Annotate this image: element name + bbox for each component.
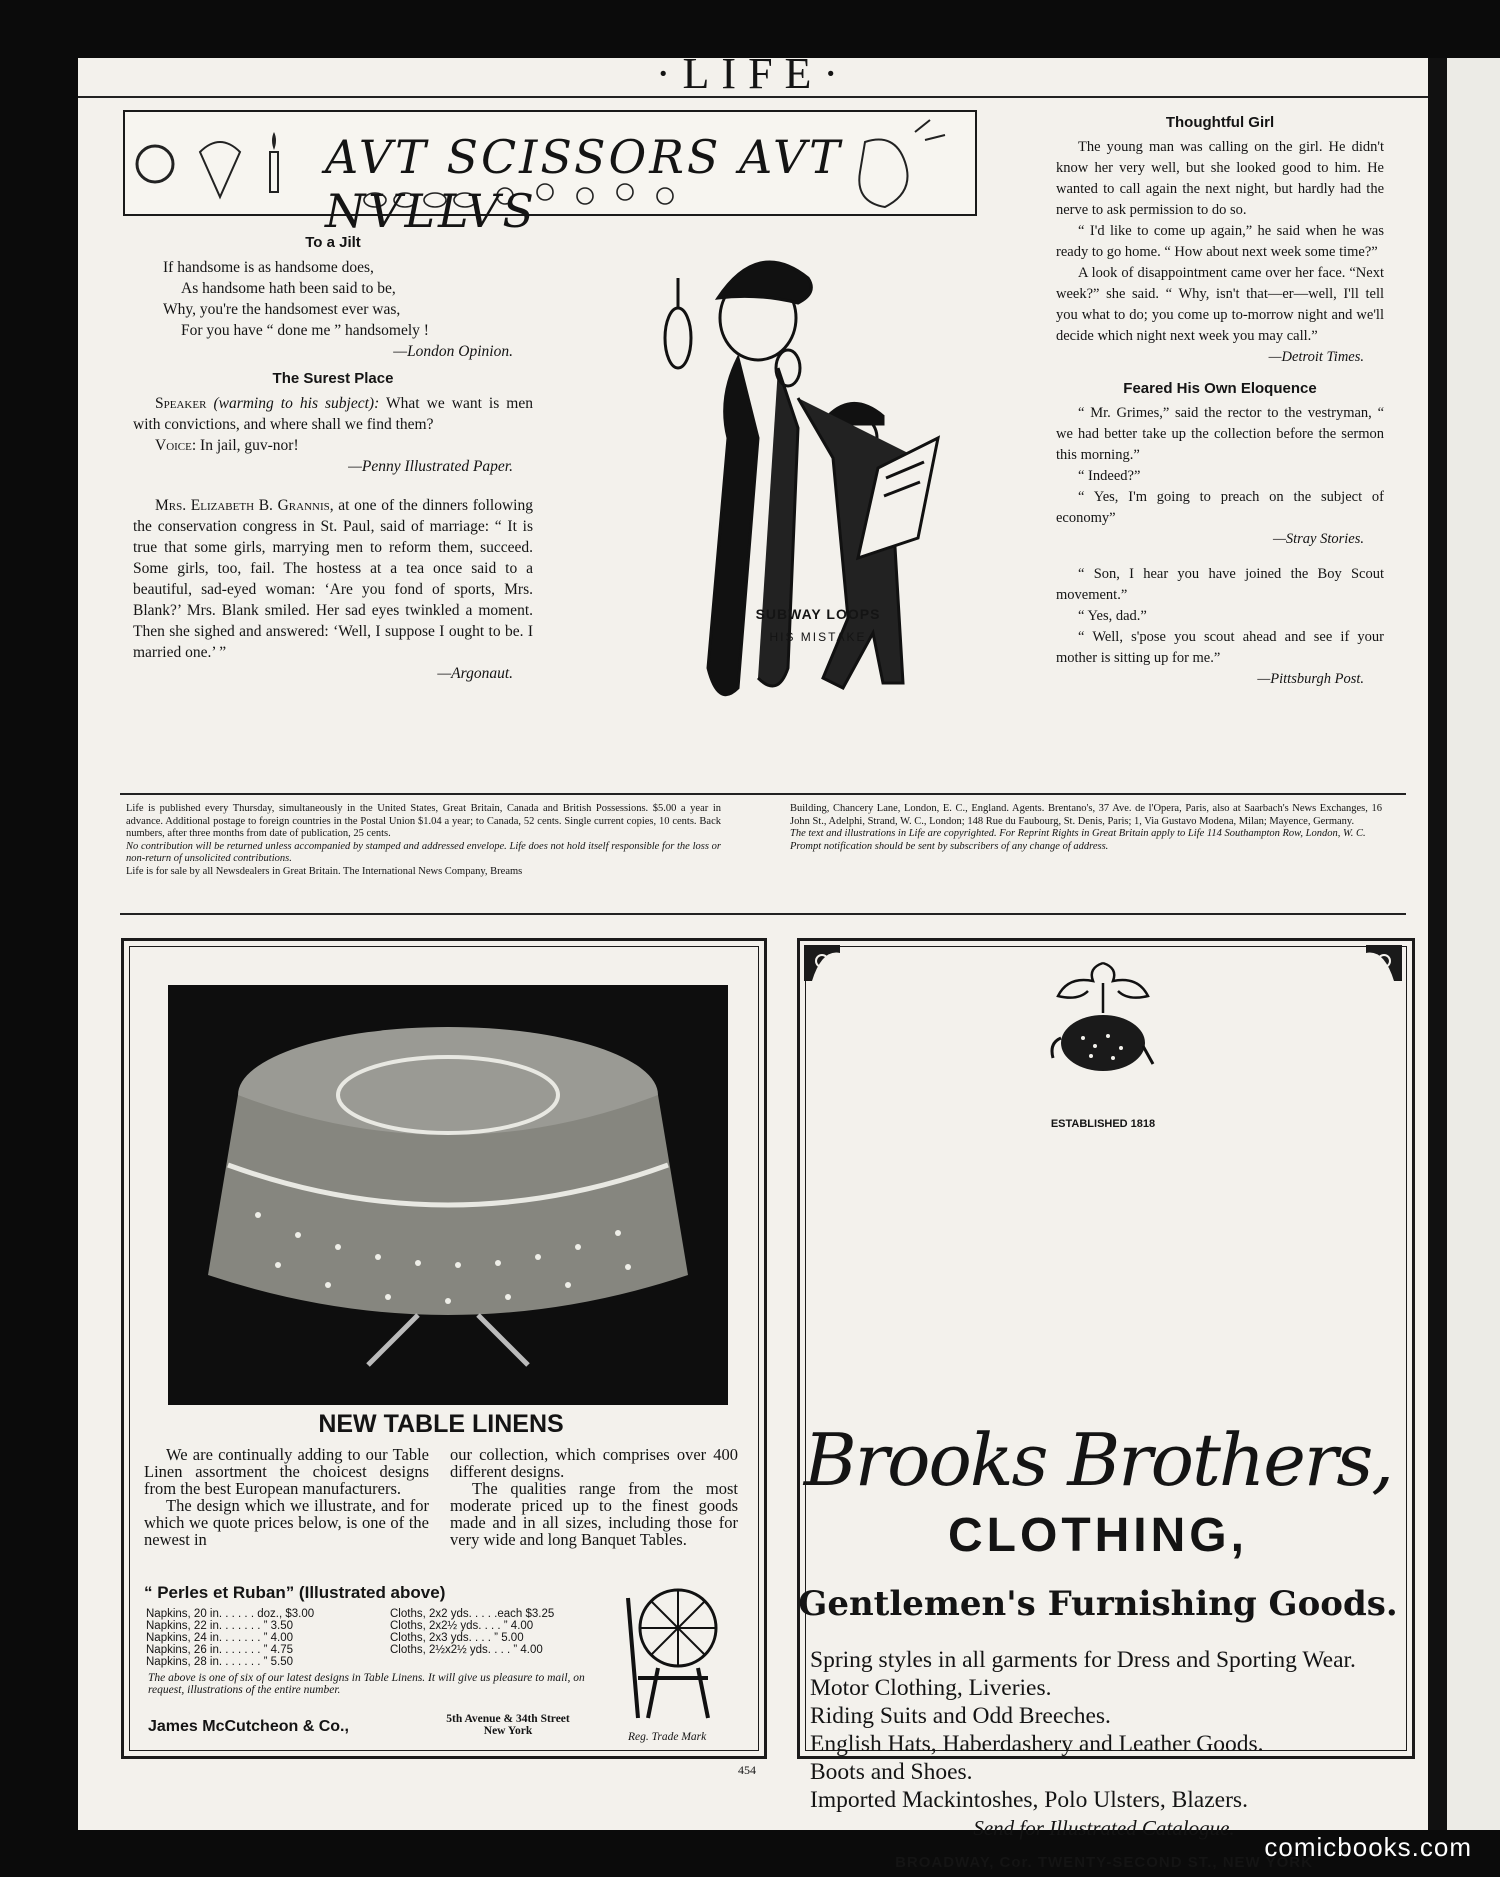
banner-title: AVT SCISSORS AVT NVLLVS [325,130,843,238]
price-row: Napkins, 20 in. . . . . . doz., $3.00 [146,1608,315,1620]
notice-text: Life is published every Thursday, simultaneously in the United States, Great Britain, Canada and British Possessions. $5.00 a year in advance. Additional postage to foreign countries in the Postal Union $1.04 a year; to Canada, 52 cents. Single current copies, 10 cents. Back numbers, after three months from date of publication, 25 cents. [126,803,721,839]
notice-bottom-rule [120,913,1406,915]
brooks-item-list [810,1646,1380,1814]
price-row: Cloths, 2x2½ yds. . . . ” 4.00 [390,1620,534,1632]
notice-top-rule [120,793,1406,795]
girl-paragraph: A look of disappointment came over her face. “Next week?” she said. “ Why, isn't that—er—well, I'll tell you what to do; you come up to-morrow night and we'll decide which night next week you may call.” [1056,265,1384,344]
poem-line: Why, you're the handsomest ever was, [163,301,401,318]
linens-text: The qualities range from the most moderate priced up to the finest goods made and in all sizes, including those for very wide and long Banquet Tables. [450,1479,738,1549]
price-row: Napkins, 22 in. . . . . . . ” 3.50 [146,1620,294,1632]
feared-paragraph: “ Yes, I'm going to preach on the subject of economy” [1056,489,1384,526]
publication-notice-left [126,803,721,878]
price-row: Cloths, 2½x2½ yds. . . . ” 4.00 [390,1644,543,1656]
price-row: Cloths, 2x2 yds. . . . .each $3.25 [390,1608,555,1620]
facing-page-edge [1447,58,1500,1830]
brooks-brothers-name: Brooks Brothers, [803,1418,1393,1502]
cartoon-caption: SUBWAY LOOPS [755,606,881,622]
linens-ad-title: NEW TABLE LINENS [318,1410,564,1438]
grannis-source: —Argonaut. [437,665,513,682]
price-row: Napkins, 26 in. . . . . . . ” 4.75 [146,1644,294,1656]
masthead-rule [78,96,1428,98]
page-gutter [1428,58,1447,1830]
speaker-label: Speaker [155,395,207,412]
girl-paragraph: The young man was calling on the girl. He didn't know her very well, but she looked good to him. He wanted to call again the next night, but hardly had the nerve to ask permission to do so. [1056,139,1384,218]
linens-address [408,1713,608,1737]
price-row: Cloths, 2x3 yds. . . . ” 5.00 [390,1632,524,1644]
cartoon-subcaption: HIS MISTAKE [769,630,867,644]
column-banner [123,110,977,238]
publication-notice-right [790,803,1382,853]
tablecloth-photo [168,985,728,1405]
brooks-address: BROADWAY, Cor. TWENTY-SECOND ST., NEW YORK [895,1854,1313,1871]
linens-text: our collection, which comprises over 400 different designs. [450,1445,738,1481]
brooks-item: Motor Clothing, Liveries. [810,1675,1052,1701]
feared-paragraph: “ Mr. Grimes,” said the rector to the vestryman, “ we had better take up the collection before the sermon this morning.” [1056,405,1384,463]
voice-line [133,435,533,456]
brooks-item: Imported Mackintoshes, Polo Ulsters, Blazers. [810,1787,1248,1813]
poem [133,257,533,341]
trademark-label: Reg. Trade Mark [628,1731,707,1743]
address-line: 5th Avenue & 34th Street [446,1713,570,1725]
scout-paragraph: “ Son, I hear you have joined the Boy Scout movement.” [1056,566,1384,603]
feared-source: —Stray Stories. [1272,531,1364,547]
brooks-clothing-heading: CLOTHING, [948,1509,1248,1562]
grannis-paragraph [133,495,533,663]
speaker-line [133,393,533,435]
golden-fleece-icon [1033,958,1173,1108]
spinning-wheel-trademark-icon [618,1578,728,1728]
feared-title: Feared His Own Eloquence [1123,380,1317,397]
poem-line: As handsome hath been said to be, [181,280,396,297]
cloth-price-list [390,1608,620,1656]
poem-title: To a Jilt [305,234,361,251]
girl-paragraph: “ I'd like to come up again,” he said when he was ready to go home. “ How about next week some time?” [1056,223,1384,260]
notice-text: Life is for sale by all Newsdealers in Great Britain. The International News Company, Breams [126,865,523,877]
brooks-item: Spring styles in all garments for Dress and Sporting Wear. [810,1647,1356,1673]
subway-loops-cartoon-illustration [638,248,998,788]
grannis-name: Mrs. Elizabeth B. Grannis, [155,497,334,514]
poem-line: For you have “ done me ” handsomely ! [181,322,429,339]
corner-ornament-icon [1362,941,1406,985]
speaker-text: What we want is men with convictions, and where shall we find them? [133,395,533,433]
poem-source: —London Opinion. [393,343,513,360]
voice-label: Voice: [155,437,197,454]
site-watermark: comicbooks.com [1264,1832,1472,1862]
price-row: Napkins, 28 in. . . . . . . ” 5.50 [146,1656,294,1668]
voice-text: In jail, guv-nor! [196,437,299,454]
price-row: Napkins, 24 in. . . . . . . ” 4.00 [146,1632,294,1644]
address-line: New York [483,1725,533,1737]
notice-text: Prompt notification should be sent by subscribers of any change of address. [790,840,1109,852]
brooks-item: Riding Suits and Odd Breeches. [810,1703,1111,1729]
brooks-furnishing-heading: Gentlemen's Furnishing Goods. [798,1584,1398,1624]
girl-source: —Detroit Times. [1268,349,1364,365]
notice-text: Building, Chancery Lane, London, E. C., England. Agents. Brentano's, 37 Ave. de l'Opera, Paris, also at Saarbach's News Exchanges, 16 John St., Adelphi, Strand, W. C., London; 148 Rue du Faubourg, St. Denis, Paris; 1, Via Gustavo Modena, Milan; Mayence, Germany. [790,803,1382,827]
scout-paragraph: “ Well, s'pose you scout ahead and see if your mother is sitting up for me.” [1056,629,1384,666]
surest-place-title: The Surest Place [272,370,394,387]
corner-ornament-icon [800,941,844,985]
speaker-note: (warming to his subject): [213,395,380,412]
page-number: 454 [738,1763,756,1777]
left-column [133,226,533,684]
grannis-text: at one of the dinners following the conservation congress in St. Paul, said of marriage: “ It is true that some girls, marrying men to reform them, succeed. Some girls, too, fail. The hostess at a tea once said to a beautiful, sad-eyed woman: ‘Are you fond of sports, Mrs. Blank?’ Mrs. Blank smiled. Her sad eyes twinkled a moment. Then she sighed and answered: ‘Well, I suppose I ought to be. I married one.’ ” [133,497,533,661]
linens-company: James McCutcheon & Co., [148,1718,349,1735]
masthead: ·LIFE· [655,49,851,98]
feared-paragraph: “ Indeed?” [1078,468,1141,484]
brooks-item: English Hats, Haberdashery and Leather Goods. [810,1731,1264,1757]
linens-subheading: “ Perles et Ruban” (Illustrated above) [144,1583,446,1602]
tablecloth-illustration [168,985,728,1405]
place-source: —Penny Illustrated Paper. [348,458,513,475]
notice-text: The text and illustrations in Life are copyrighted. For Reprint Rights in Great Britain apply to Life 114 Southampton Row, London, W. C. [790,828,1366,839]
napkin-price-list [146,1608,336,1668]
brooks-catalogue: Send for Illustrated Catalogue. [973,1816,1235,1840]
linens-ad-left-column [144,1446,429,1548]
established-label: ESTABLISHED 1818 [1050,1118,1156,1130]
thoughtful-girl-title: Thoughtful Girl [1165,114,1275,131]
scout-source: —Pittsburgh Post. [1257,671,1364,687]
linens-text: The design which we illustrate, and for which we quote prices below, is one of the newest in [144,1496,429,1549]
linens-note: The above is one of six of our latest designs in Table Linens. It will give us pleasure to mail, on request, illustrations of the entire number. [148,1672,585,1696]
brooks-item: Boots and Shoes. [810,1759,973,1785]
scout-paragraph: “ Yes, dad.” [1078,608,1147,624]
right-column [1056,106,1384,690]
notice-text: No contribution will be returned unless accompanied by stamped and addressed envelope. Life does not hold itself responsible for the loss or non-return of unsolicited contributions. [126,840,721,864]
linens-text: We are continually adding to our Table Linen assortment the choicest designs from the best European manufacturers. [144,1445,429,1498]
poem-line: If handsome is as handsome does, [163,259,374,276]
linens-ad-right-column [450,1446,738,1548]
